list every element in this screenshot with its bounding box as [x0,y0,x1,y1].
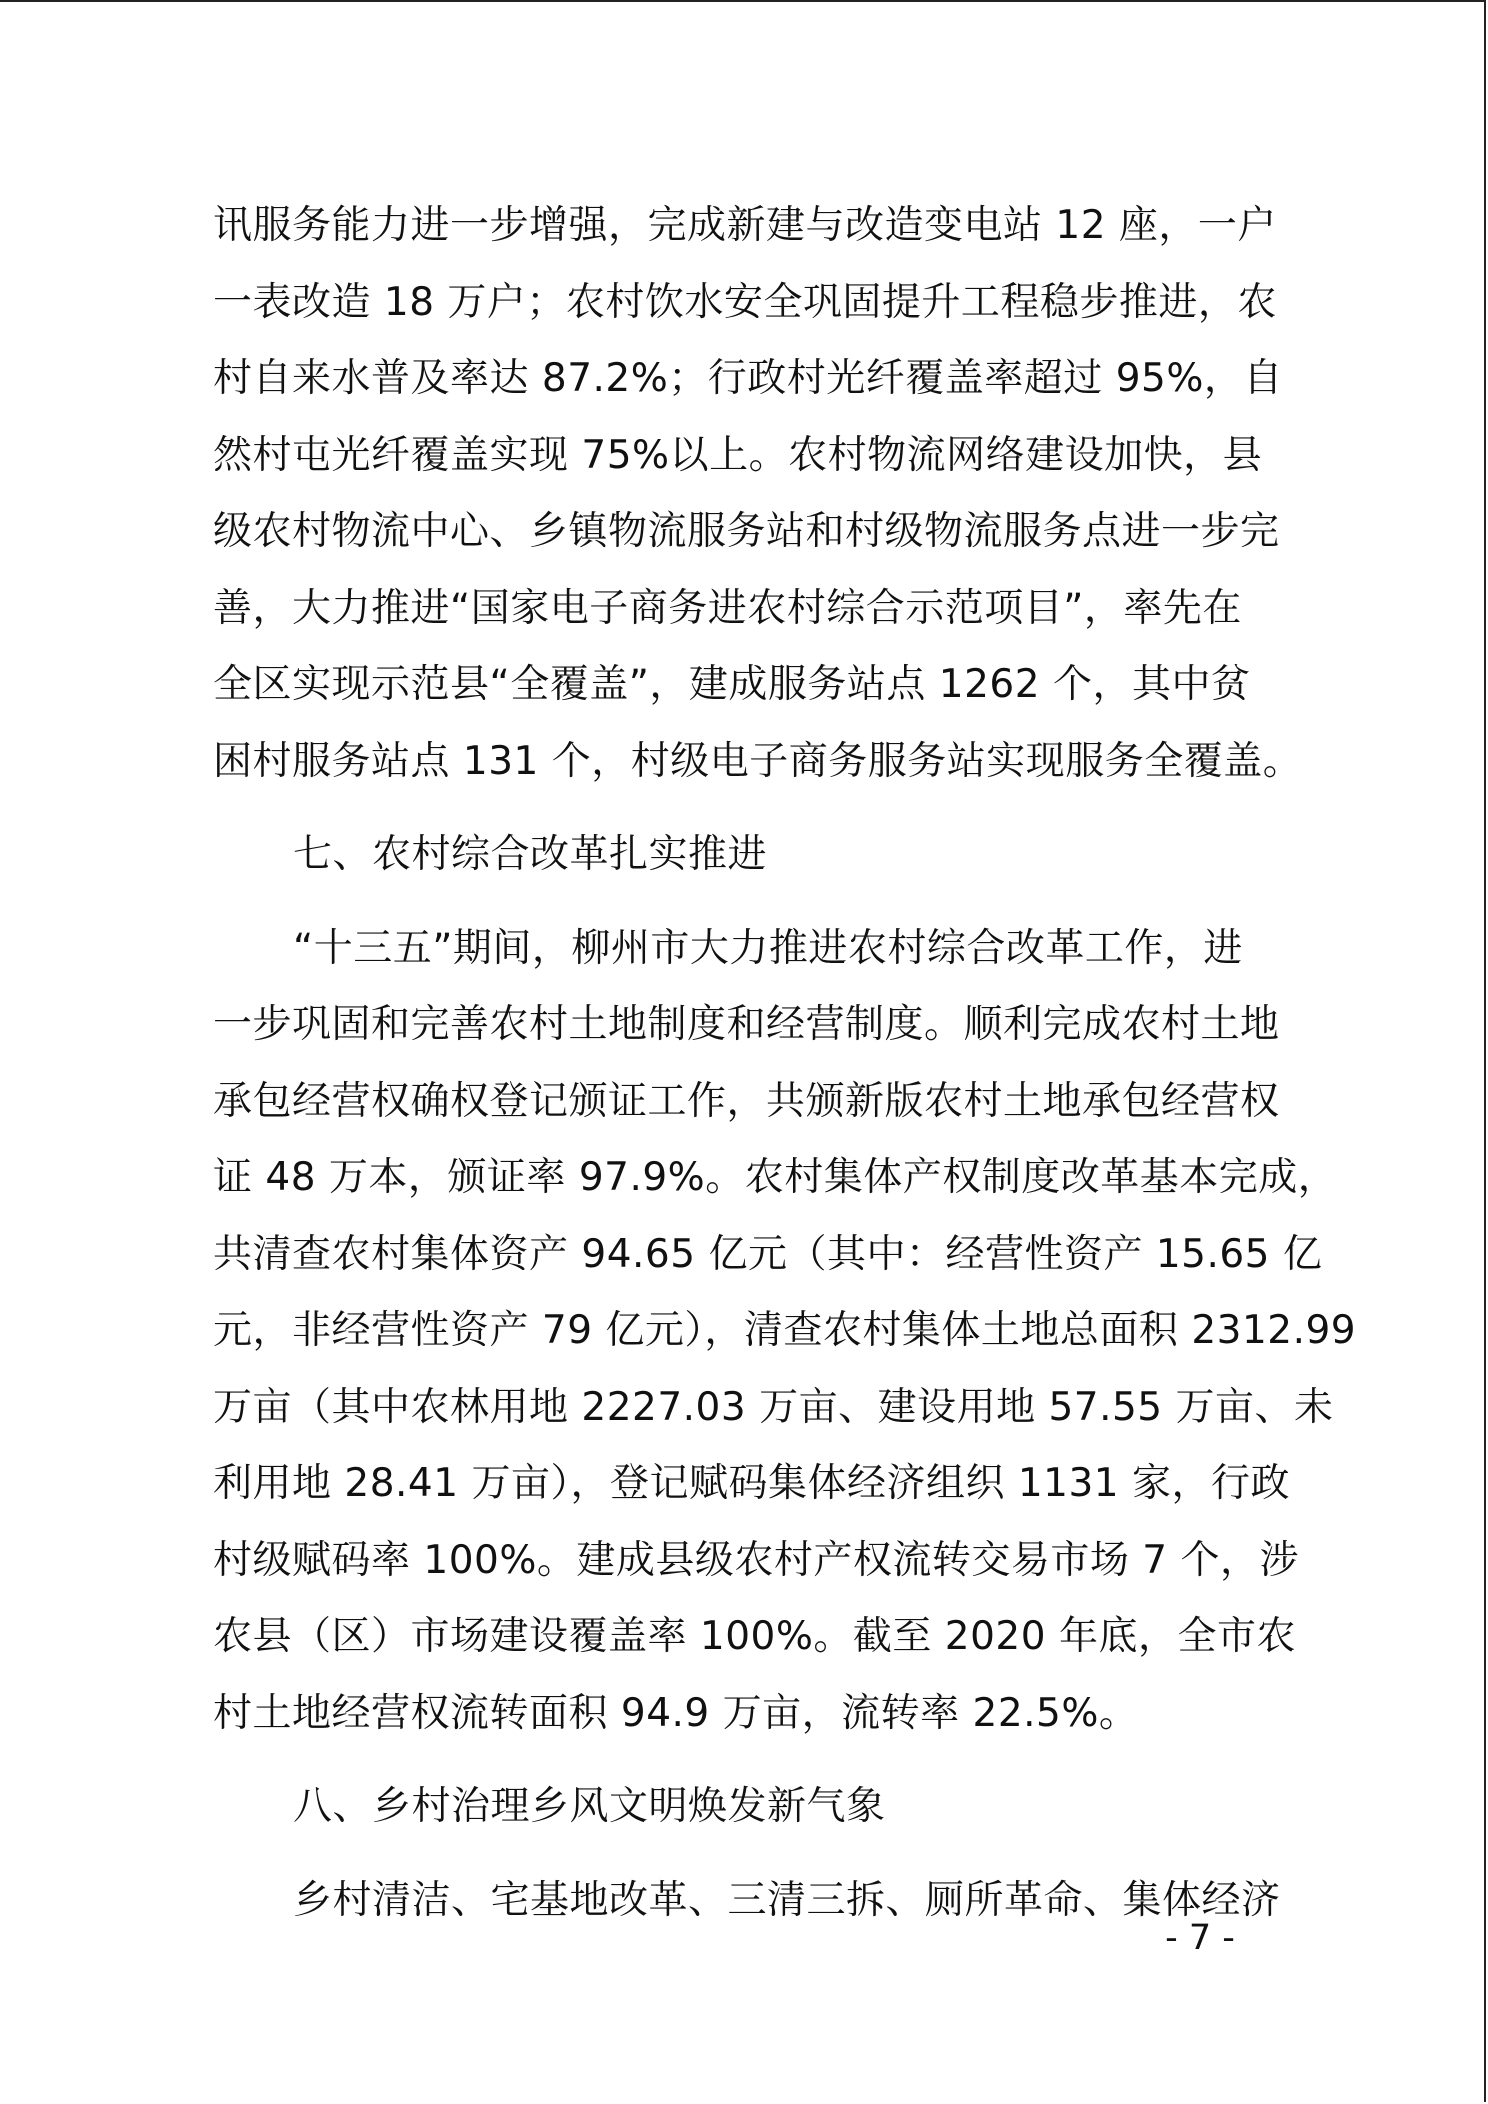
paragraph-rural-governance [213,1863,1288,1940]
text-line: 承包经营权确权登记颁证工作，共颁新版农村土地承包经营权 [213,1078,1280,1124]
text-line: 共清查农村集体资产 94.65 亿元（其中：经营性资产 15.65 亿 [213,1231,1323,1277]
text-line: 乡村清洁、宅基地改革、三清三拆、厕所革命、集体经济 [293,1877,1281,1923]
paragraph-rural-infrastructure [213,188,1303,800]
text-line: 村自来水普及率达 87.2%；行政村光纤覆盖率超过 95%，自 [213,356,1283,401]
text-line: 农县（区）市场建设覆盖率 100%。截至 2020 年底，全市农 [213,1614,1296,1659]
text-line: 万亩（其中农林用地 2227.03 万亩、建设用地 57.55 万亩、未 [213,1384,1334,1430]
text-line: 困村服务站点 131 个，村级电子商务服务站实现服务全覆盖。 [213,738,1303,784]
text-line: 善，大力推进“国家电子商务进农村综合示范项目”，率先在 [213,585,1242,631]
text-line: 村土地经营权流转面积 94.9 万亩，流转率 22.5%。 [213,1690,1139,1736]
text-line: 一步巩固和完善农村土地制度和经营制度。顺利完成农村土地 [213,1002,1280,1047]
section-heading-8: 八、乡村治理乡风文明焕发新气象 [293,1784,886,1829]
text-line: 村级赋码率 100%。建成县级农村产权流转交易市场 7 个，涉 [213,1537,1300,1583]
document-body [213,188,1357,1939]
section-heading-7: 七、农村综合改革扎实推进 [293,832,768,877]
text-line: 利用地 28.41 万亩），登记赋码集体经济组织 1131 家，行政 [213,1461,1290,1506]
text-line: 然村屯光纤覆盖实现 75%以上。农村物流网络建设加快，县 [213,432,1263,478]
text-line: “十三五”期间，柳州市大力推进农村综合改革工作，进 [293,925,1243,971]
text-line: 元，非经营性资产 79 亿元），清查农村集体土地总面积 2312.99 [213,1308,1357,1353]
text-line: 级农村物流中心、乡镇物流服务站和村级物流服务点进一步完 [213,509,1280,554]
page-number: - 7 - [1165,1918,1235,1958]
paragraph-rural-reform [213,911,1357,1753]
text-line: 一表改造 18 万户；农村饮水安全巩固提升工程稳步推进，农 [213,279,1277,325]
text-line: 讯服务能力进一步增强，完成新建与改造变电站 12 座，一户 [213,203,1277,248]
text-line: 全区实现示范县“全覆盖”，建成服务站点 1262 个，其中贫 [213,662,1251,707]
text-line: 证 48 万本，颁证率 97.9%。农村集体产权制度改革基本完成， [213,1155,1338,1200]
